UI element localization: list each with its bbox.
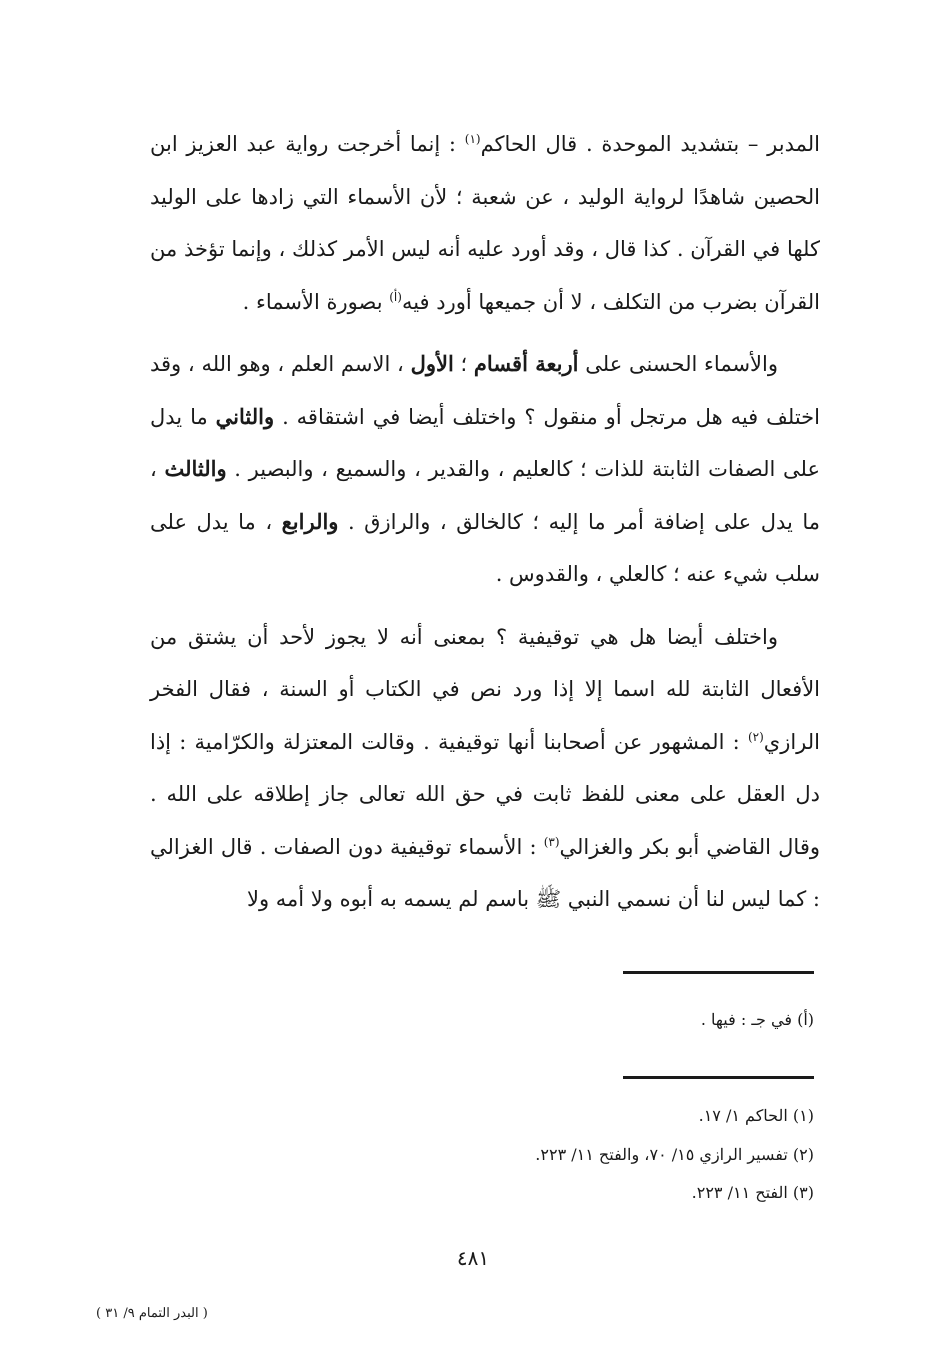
variant-marker-a[interactable]: (أ) (389, 289, 402, 304)
text-run: ما يدل على الصفات الثابتة للذات ؛ كالعليم ، والقدير ، والسميع ، والبصير . (150, 404, 821, 481)
bold-term: والثاني (215, 403, 275, 429)
paragraph-3 (150, 611, 820, 926)
text-run: : إنما أخرجت رواية عبد العزيز ابن الحصين شاهدًا لرواية الوليد ، عن شعبة ؛ لأن الأسماء التي زادها على الوليد كلها في القرآن . كذا قال ، وقد أورد عليه أنه ليس الأمر كذلك ، وإنما تؤخذ من القرآن بضرب من التكلف ، لا أن جميعها أورد فيه (150, 132, 820, 314)
footnote-marker-1[interactable]: (١) (464, 132, 481, 146)
text-run: ، الاسم العلم ، وهو الله ، وقد اختلف فيه هل مرتجل أو منقول ؟ واختلف أيضا في اشتقاقه . (150, 352, 820, 429)
text-run: ؛ (453, 352, 474, 376)
printer-signature: ( البدر التمام ٩/ ٣١ ) (96, 1306, 208, 1321)
bold-term: والرابع (281, 508, 339, 534)
text-run: : الأسماء توقيفية دون الصفات . قال الغزالي : كما ليس لنا أن نسمي النبي ﷺ باسم لم يسمه به أبوه ولا أمه ولا (150, 834, 820, 911)
footnote-divider (623, 971, 814, 974)
footnote: (٣) الفتح ١١/ ٢٢٣. (691, 1183, 814, 1202)
footnote-divider (623, 1076, 814, 1079)
text-run: والأسماء الحسنى على (578, 352, 779, 376)
footnote-marker-2[interactable]: (٢) (747, 729, 764, 744)
bold-term: أربعة أقسام (473, 351, 579, 376)
page-number: ٤٨١ (456, 1246, 490, 1270)
paragraph-1 (150, 118, 820, 328)
footnote: (٢) تفسير الرازي ١٥/ ٧٠، والفتح ١١/ ٢٢٣. (535, 1145, 814, 1164)
bold-term: والثالث (164, 456, 227, 481)
footnote: (١) الحاكم ١/ ١٧. (698, 1106, 814, 1125)
text-run: ، ما يدل على سلب شيء عنه ؛ كالعلي ، والقدوس . (150, 509, 820, 586)
paragraph-2 (150, 338, 820, 601)
variant-note: (أ) في جـ : فيها . (700, 1010, 814, 1029)
text-run: ، ما يدل على إضافة أمر ما إليه ؛ كالخالق ، والرازق . (150, 457, 820, 534)
text-run: المدبر – بتشديد الموحدة . قال الحاكم (480, 132, 820, 156)
footnote-marker-3[interactable]: (٣) (543, 834, 560, 849)
text-run: : المشهور عن أصحابنا أنها توقيفية . وقالت المعتزلة والكرّامية : إذا دل العقل على معنى للفظ ثابت في حق الله تعالى جاز إطلاقه على الله . وقال القاضي أبو بكر والغزالي (150, 729, 820, 859)
text-run: بصورة الأسماء . (242, 289, 390, 314)
text-run: واختلف أيضا هل هي توقيفية ؟ بمعنى أنه لا يجوز لأحد أن يشتق من الأفعال الثابتة لله اسما إلا إذا ورد نص في الكتاب أو السنة ، فقال الفخر الرازي (150, 624, 820, 754)
bold-term: الأول (410, 351, 454, 376)
main-text (150, 118, 820, 936)
